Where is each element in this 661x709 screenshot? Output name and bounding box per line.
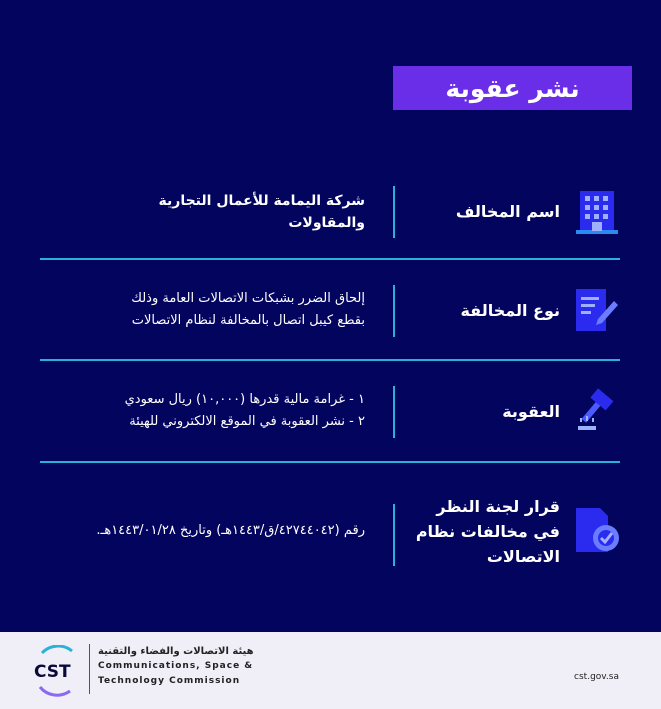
page-title: نشر عقوبة [393, 66, 632, 110]
divider [393, 285, 395, 337]
org-name-arabic: هيئة الاتصالات والفضاء والتقنية [98, 646, 254, 657]
org-name-english-line: Communications, Space & [98, 661, 254, 671]
cst-logo [32, 645, 82, 701]
row-value: رقم (٤٢٧٤٤٠٤٢/ق/١٤٤٣هـ) وتاريخ ١٤٤٣/٠١/٢٨هـ. [96, 523, 365, 538]
value-line: ١ - غرامة مالية قدرها (١٠,٠٠٠) ريال سعودي [124, 392, 365, 407]
row-label: قرار لجنة النظر في مخالفات نظام الاتصالات [415, 497, 560, 566]
penalty-row [40, 386, 620, 438]
value-line: والمقاولات [288, 215, 365, 231]
row-label: العقوبة [502, 402, 560, 421]
value-line: إلحاق الضرر بشبكات الاتصالات العامة وذلك [131, 291, 365, 306]
building-icon [574, 189, 620, 235]
organization-name [98, 644, 254, 689]
value-line: شركة اليمامة للأعمال التجارية [158, 193, 365, 209]
committee-decision-row [40, 494, 620, 570]
separator [40, 258, 620, 260]
separator [40, 359, 620, 361]
violator-name-row [40, 186, 620, 238]
footer [0, 632, 661, 709]
divider [89, 644, 90, 694]
row-label: اسم المخالف [455, 202, 560, 221]
divider [393, 504, 395, 566]
org-name-english-line: Technology Commission [98, 676, 241, 686]
value-line: ٢ - نشر العقوبة في الموقع الالكتروني للهيئة [129, 414, 365, 429]
website-link[interactable]: cst.gov.sa [574, 672, 619, 682]
divider [393, 386, 395, 438]
separator [40, 461, 620, 463]
document-check-icon [574, 506, 620, 556]
svg-text:CST: CST [34, 662, 71, 682]
gavel-icon [574, 388, 620, 434]
row-label: نوع المخالفة [460, 301, 560, 320]
row-value [40, 389, 365, 433]
row-value [40, 288, 365, 332]
document-pen-icon [574, 287, 620, 333]
row-value [40, 190, 365, 234]
divider [393, 186, 395, 238]
violation-type-row [40, 285, 620, 337]
value-line: بقطع كيبل اتصال بالمخالفة لنظام الاتصالات [131, 313, 365, 328]
